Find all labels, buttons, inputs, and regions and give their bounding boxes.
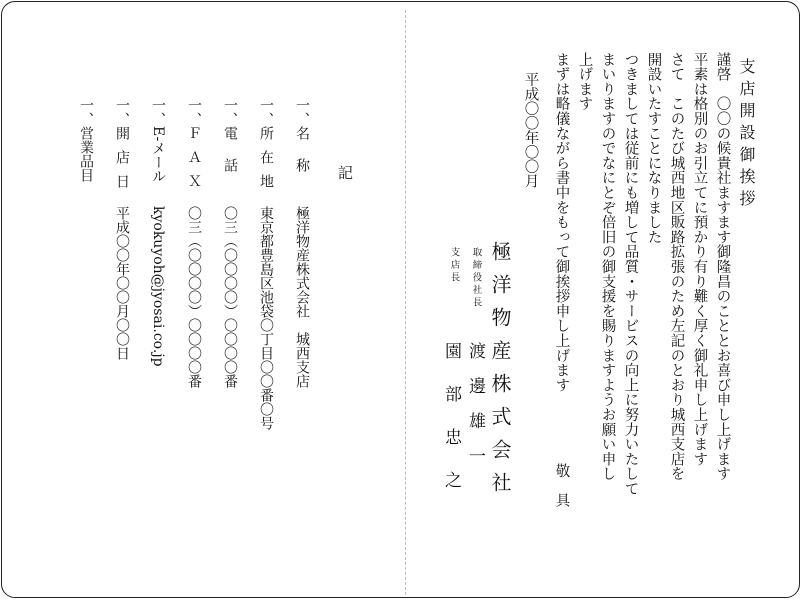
- record-bullet: 一、: [258, 98, 274, 126]
- record-label: 名 称: [294, 126, 310, 174]
- letter-line-7: 上げます: [576, 52, 593, 112]
- fold-line: [405, 10, 406, 595]
- letter-line-4: 開設いたすことになりました: [645, 52, 662, 245]
- record-item-products: [79, 98, 93, 206]
- letter-line-5: つきましては従前にも増して品質・サービスの向上に努力いたして: [622, 52, 639, 496]
- record-value: kyokuyoh@jyosai.co.jp: [150, 206, 166, 367]
- record-bullet: 一、: [222, 98, 238, 126]
- record-item-name: [295, 98, 309, 388]
- record-item-email: [151, 98, 165, 367]
- signer-name-branch-manager: 園部忠之: [441, 342, 461, 514]
- letter-line-6: まいりますのでなにとぞ倍旧の御支援を賜りますようお願い申し: [599, 52, 616, 482]
- record-label: 開店日: [114, 126, 130, 198]
- record-item-address: [259, 98, 273, 430]
- record-label: 所在地: [258, 126, 274, 198]
- record-bullet: 一、: [78, 98, 94, 126]
- signer-name-president: 渡邊雄一: [465, 342, 485, 482]
- letter-date: 平成〇〇年〇〇月: [522, 72, 539, 188]
- signer-role-president: 取締役社長: [470, 247, 482, 310]
- record-value: 極洋物産株式会社 城西支店: [294, 206, 310, 388]
- company-name: 極洋物産株式会社: [488, 241, 512, 505]
- letter-line-8: まずは略儀ながら書中をもって御挨拶申し上げます: [553, 52, 570, 393]
- record-item-fax: [187, 98, 201, 388]
- letter-title: 支店開設御挨拶: [737, 58, 756, 212]
- signer-role-branch-manager: 支店長: [448, 247, 460, 285]
- record-label: ＦＡＸ: [186, 126, 202, 198]
- record-heading: 記: [336, 165, 354, 180]
- letter-line-2: 平素は格別のお引立てに預かり有り難く厚く御礼申し上げます: [691, 52, 708, 467]
- record-label: 電 話: [222, 126, 238, 174]
- record-bullet: 一、: [114, 98, 130, 126]
- letter-closing: 敬 具: [553, 463, 570, 508]
- record-value: 東京都豊島区池袋〇丁目〇〇番〇号: [258, 206, 274, 430]
- record-value: 平成〇〇年〇〇月〇〇日: [114, 206, 130, 360]
- record-item-opening-date: [115, 98, 129, 360]
- record-label: 営業品目: [78, 126, 94, 182]
- record-item-phone: [223, 98, 237, 388]
- record-value: 〇三（〇〇〇〇）〇〇〇〇番: [222, 206, 238, 388]
- letter-line-3: さて このたび城西地区販路拡張のため左記のとおり城西支店を: [668, 52, 685, 482]
- record-bullet: 一、: [294, 98, 310, 126]
- letter-line-1: 謹啓 〇〇の候貴社ますます御隆昌のこととお喜び申し上げます: [714, 52, 731, 482]
- record-bullet: 一、: [186, 98, 202, 126]
- record-bullet: 一、: [150, 98, 166, 126]
- record-label: E-メール: [150, 126, 166, 184]
- record-value: 〇三（〇〇〇〇）〇〇〇〇番: [186, 206, 202, 388]
